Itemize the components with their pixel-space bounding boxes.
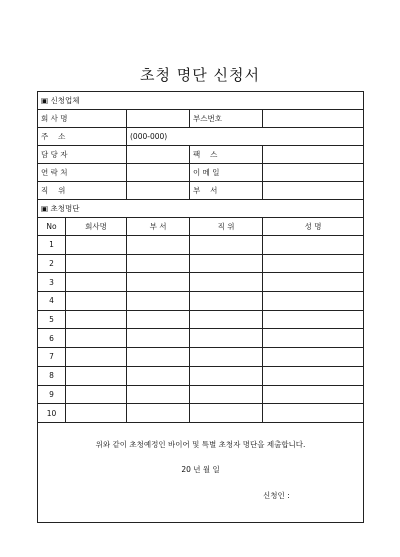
name-cell[interactable] (263, 385, 364, 404)
position-cell[interactable] (190, 404, 263, 423)
manager-row (38, 146, 364, 164)
column-header-no: No (38, 218, 66, 236)
name-cell[interactable] (263, 236, 364, 255)
manager-label: 담 당 자 (38, 146, 127, 164)
application-form-table (37, 91, 364, 523)
department-cell[interactable] (127, 348, 190, 367)
page-title: 초청 명단 신청서 (140, 66, 260, 84)
booth-field[interactable] (263, 110, 364, 128)
submission-statement: 위와 같이 초청예정인 바이어 및 특별 초청자 명단을 제출합니다. (95, 439, 306, 449)
applicant-section-header: ▣ 신청업체 (38, 92, 364, 110)
position-cell[interactable] (190, 236, 263, 255)
table-row (38, 385, 364, 404)
department-label: 부 서 (190, 182, 263, 200)
position-field[interactable] (127, 182, 190, 200)
name-cell[interactable] (263, 273, 364, 292)
company-row (38, 110, 364, 128)
table-row (38, 348, 364, 367)
row-number: 4 (38, 292, 66, 311)
position-cell[interactable] (190, 292, 263, 311)
applicant-section-header-row (38, 92, 364, 110)
contact-label: 연 락 처 (38, 164, 127, 182)
column-header-company: 회사명 (66, 218, 127, 236)
date-line: 20 년 월 일 (181, 464, 220, 474)
company-field[interactable] (127, 110, 190, 128)
row-number: 1 (38, 236, 66, 255)
name-cell[interactable] (263, 254, 364, 273)
department-cell[interactable] (127, 273, 190, 292)
row-number: 5 (38, 310, 66, 329)
company-cell[interactable] (66, 310, 127, 329)
contact-field[interactable] (127, 164, 190, 182)
name-cell[interactable] (263, 366, 364, 385)
footer-row (38, 422, 364, 522)
company-cell[interactable] (66, 273, 127, 292)
company-cell[interactable] (66, 366, 127, 385)
invitee-section-header: ▣ 초청명단 (38, 200, 364, 218)
name-cell[interactable] (263, 310, 364, 329)
invitee-column-headers (38, 218, 364, 236)
email-label: 이 메 일 (190, 164, 263, 182)
table-row (38, 366, 364, 385)
row-number: 2 (38, 254, 66, 273)
department-cell[interactable] (127, 329, 190, 348)
department-cell[interactable] (127, 310, 190, 329)
company-cell[interactable] (66, 404, 127, 423)
department-cell[interactable] (127, 236, 190, 255)
department-cell[interactable] (127, 404, 190, 423)
position-cell[interactable] (190, 385, 263, 404)
address-field[interactable]: (000-000) (127, 128, 364, 146)
address-label: 주 소 (38, 128, 127, 146)
company-cell[interactable] (66, 385, 127, 404)
table-row (38, 292, 364, 311)
name-cell[interactable] (263, 348, 364, 367)
position-cell[interactable] (190, 366, 263, 385)
name-cell[interactable] (263, 329, 364, 348)
table-row (38, 236, 364, 255)
company-cell[interactable] (66, 348, 127, 367)
address-row (38, 128, 364, 146)
manager-field[interactable] (127, 146, 190, 164)
company-cell[interactable] (66, 329, 127, 348)
company-cell[interactable] (66, 236, 127, 255)
table-row (38, 329, 364, 348)
row-number: 7 (38, 348, 66, 367)
table-row (38, 273, 364, 292)
fax-field[interactable] (263, 146, 364, 164)
row-number: 8 (38, 366, 66, 385)
company-label: 회 사 명 (38, 110, 127, 128)
position-cell[interactable] (190, 348, 263, 367)
applicant-signature-line: 신청인 : (263, 490, 290, 500)
table-row (38, 404, 364, 423)
row-number: 10 (38, 404, 66, 423)
column-header-position: 직 위 (190, 218, 263, 236)
position-cell[interactable] (190, 273, 263, 292)
column-header-department: 부 서 (127, 218, 190, 236)
table-row (38, 254, 364, 273)
department-cell[interactable] (127, 292, 190, 311)
department-cell[interactable] (127, 366, 190, 385)
row-number: 3 (38, 273, 66, 292)
booth-label: 부스번호 (190, 110, 263, 128)
department-cell[interactable] (127, 385, 190, 404)
invitee-section-header-row (38, 200, 364, 218)
row-number: 6 (38, 329, 66, 348)
position-cell[interactable] (190, 310, 263, 329)
table-row (38, 310, 364, 329)
company-cell[interactable] (66, 292, 127, 311)
contact-row (38, 164, 364, 182)
position-cell[interactable] (190, 329, 263, 348)
position-label: 직 위 (38, 182, 127, 200)
name-cell[interactable] (263, 292, 364, 311)
fax-label: 팩 스 (190, 146, 263, 164)
name-cell[interactable] (263, 404, 364, 423)
company-cell[interactable] (66, 254, 127, 273)
footer-cell (38, 422, 364, 522)
row-number: 9 (38, 385, 66, 404)
department-cell[interactable] (127, 254, 190, 273)
department-field[interactable] (263, 182, 364, 200)
position-row (38, 182, 364, 200)
column-header-name: 성 명 (263, 218, 364, 236)
email-field[interactable] (263, 164, 364, 182)
position-cell[interactable] (190, 254, 263, 273)
